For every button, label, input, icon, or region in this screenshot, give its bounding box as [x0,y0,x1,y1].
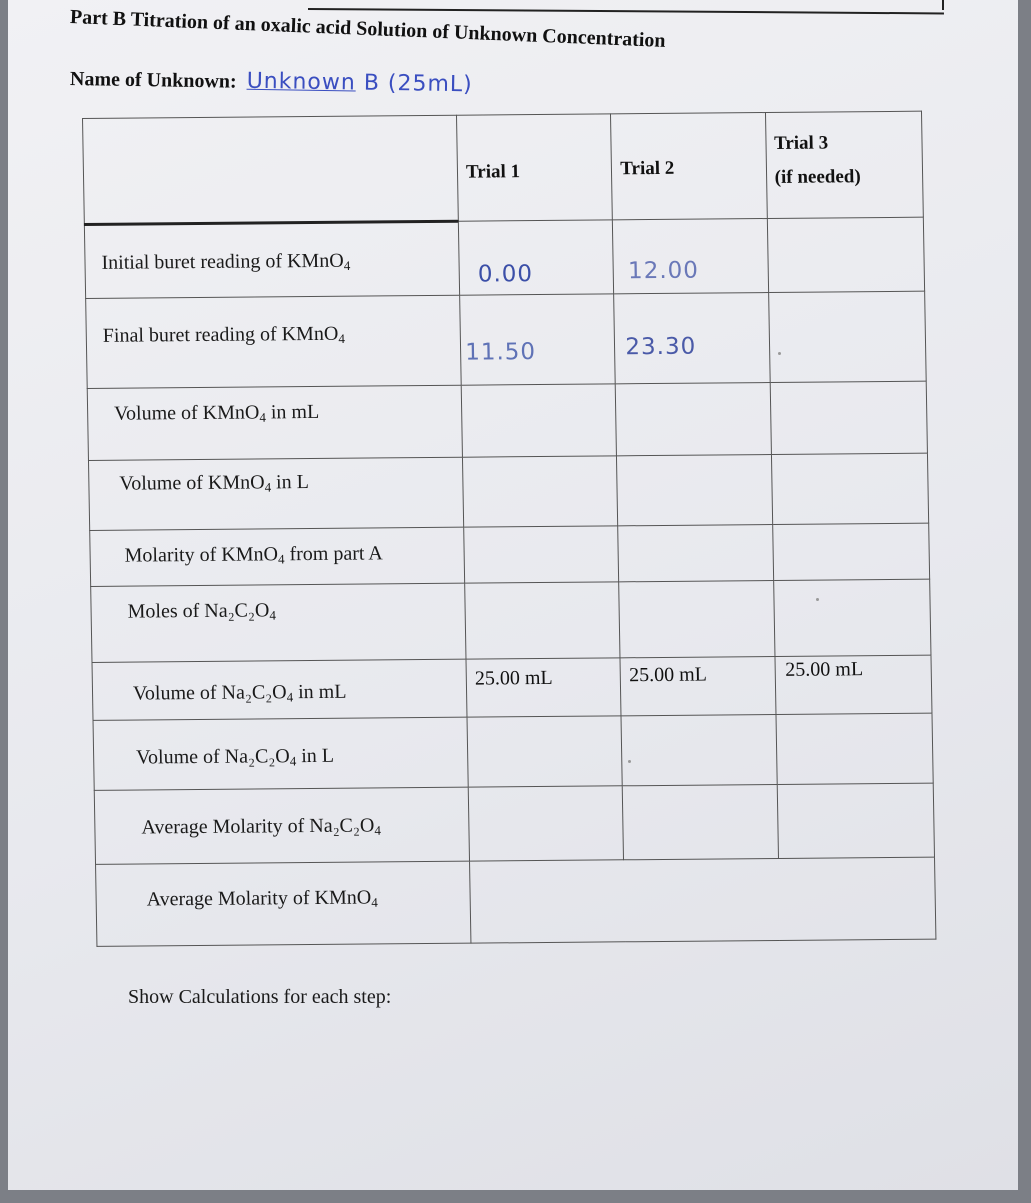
header-trial-1-label: Trial 1 [465,161,521,183]
table-cell[interactable] [621,714,776,785]
unknown-name-underlined: Unknown [246,68,356,96]
handwritten-value: 23.30 [625,333,697,361]
handwritten-value: 11.50 [464,339,537,366]
header-empty-cell [83,115,459,224]
table-cell[interactable] [776,713,934,784]
trial-3-initial-cell[interactable] [767,217,925,292]
table-row [88,453,928,530]
trial-2-volume-cell[interactable] [620,656,775,715]
row-label-cell [90,527,465,586]
row-label: Volume of $Na_2C_2O_4$ in L [135,744,335,769]
data-table-wrapper [82,111,936,934]
header-trial-2 [611,113,767,220]
table-row [84,217,924,298]
unknown-name-value[interactable] [246,69,472,98]
table-cell[interactable] [771,453,929,524]
paper-speck [628,760,631,763]
table-cell[interactable] [770,381,928,454]
unknown-name-rest: B (25mL) [363,70,473,98]
table-row [87,381,927,460]
row-label-cell [93,717,468,790]
row-label: Average Molarity of KMnO$_4$ [146,886,378,911]
trial-1-initial-cell[interactable] [458,220,614,295]
table-cell[interactable] [465,582,621,659]
header-trial-3-label: Trial 3 [773,132,829,154]
row-label-cell [84,221,459,298]
trial-2-initial-cell[interactable] [613,219,769,294]
row-label-cell [91,583,466,662]
titration-data-table [82,111,936,947]
average-kmno4-cell[interactable] [470,857,936,943]
typed-value: 25.00 mL [474,666,553,690]
table-cell[interactable] [618,524,773,581]
header-trial-3 [765,111,923,218]
row-label: Initial buret reading of KMnO$_4$ [101,249,351,274]
table-cell[interactable] [772,523,929,580]
table-cell[interactable] [616,383,772,456]
top-border-line [308,8,944,14]
handwritten-value: 12.00 [627,257,700,285]
table-row [90,523,930,586]
header-trial-1 [457,114,613,221]
row-label: Molarity of KMnO$_4$ from part A [124,542,383,567]
row-label: Volume of KMnO$_4$ in L [119,471,310,495]
typed-value: 25.00 mL [628,663,708,687]
row-label: Volume of KMnO$_4$ in mL [113,400,320,425]
row-label-cell [86,295,462,388]
handwritten-value: 0.00 [477,261,534,288]
table-cell[interactable] [623,784,779,859]
row-label-cell [87,385,462,460]
row-label: Average Molarity of $Na_2C_2O_4$ [141,814,382,839]
row-label-cell [88,457,463,530]
table-cell[interactable] [617,454,772,525]
header-trial-3-note: (if needed) [774,166,861,188]
trial-3-volume-cell[interactable] [775,655,932,714]
trial-1-final-cell[interactable] [460,294,616,385]
header-trial-2-label: Trial 2 [620,157,675,180]
table-row [91,579,931,662]
row-label-cell [96,861,471,946]
paper-speck [816,598,819,601]
table-cell[interactable] [463,456,618,527]
row-label: Final buret reading of KMnO$_4$ [102,322,346,347]
row-label: Moles of $Na_2C_2O_4$ [127,599,277,623]
table-header-row [83,111,924,224]
unknown-name-row [70,66,473,97]
unknown-name-label: Name of Unknown: [69,68,237,93]
paper-speck [778,352,781,355]
top-border-corner [942,0,944,10]
section-title: Part B Titration of an oxalic acid Solution of Unknown Concentration [69,6,666,52]
row-label-cell [94,787,469,864]
row-label: Volume of $Na_2C_2O_4$ in mL [132,680,347,705]
table-cell[interactable] [467,716,622,787]
trial-3-final-cell[interactable] [768,291,926,382]
trial-1-volume-cell[interactable] [466,658,621,717]
table-row [93,713,933,790]
table-row [92,655,932,720]
table-cell[interactable] [619,580,775,657]
table-cell[interactable] [773,579,931,656]
table-row [96,857,936,946]
trial-2-final-cell[interactable] [614,293,770,384]
calculations-prompt: Show Calculations for each step: [128,986,392,1008]
table-cell[interactable] [468,786,624,861]
row-label-cell [92,659,467,720]
table-cell[interactable] [777,783,935,858]
table-row [94,783,934,864]
worksheet-page [8,0,1018,1190]
table-cell[interactable] [461,384,617,457]
table-row [86,291,927,388]
typed-value: 25.00 mL [785,658,864,681]
table-cell[interactable] [464,526,619,583]
